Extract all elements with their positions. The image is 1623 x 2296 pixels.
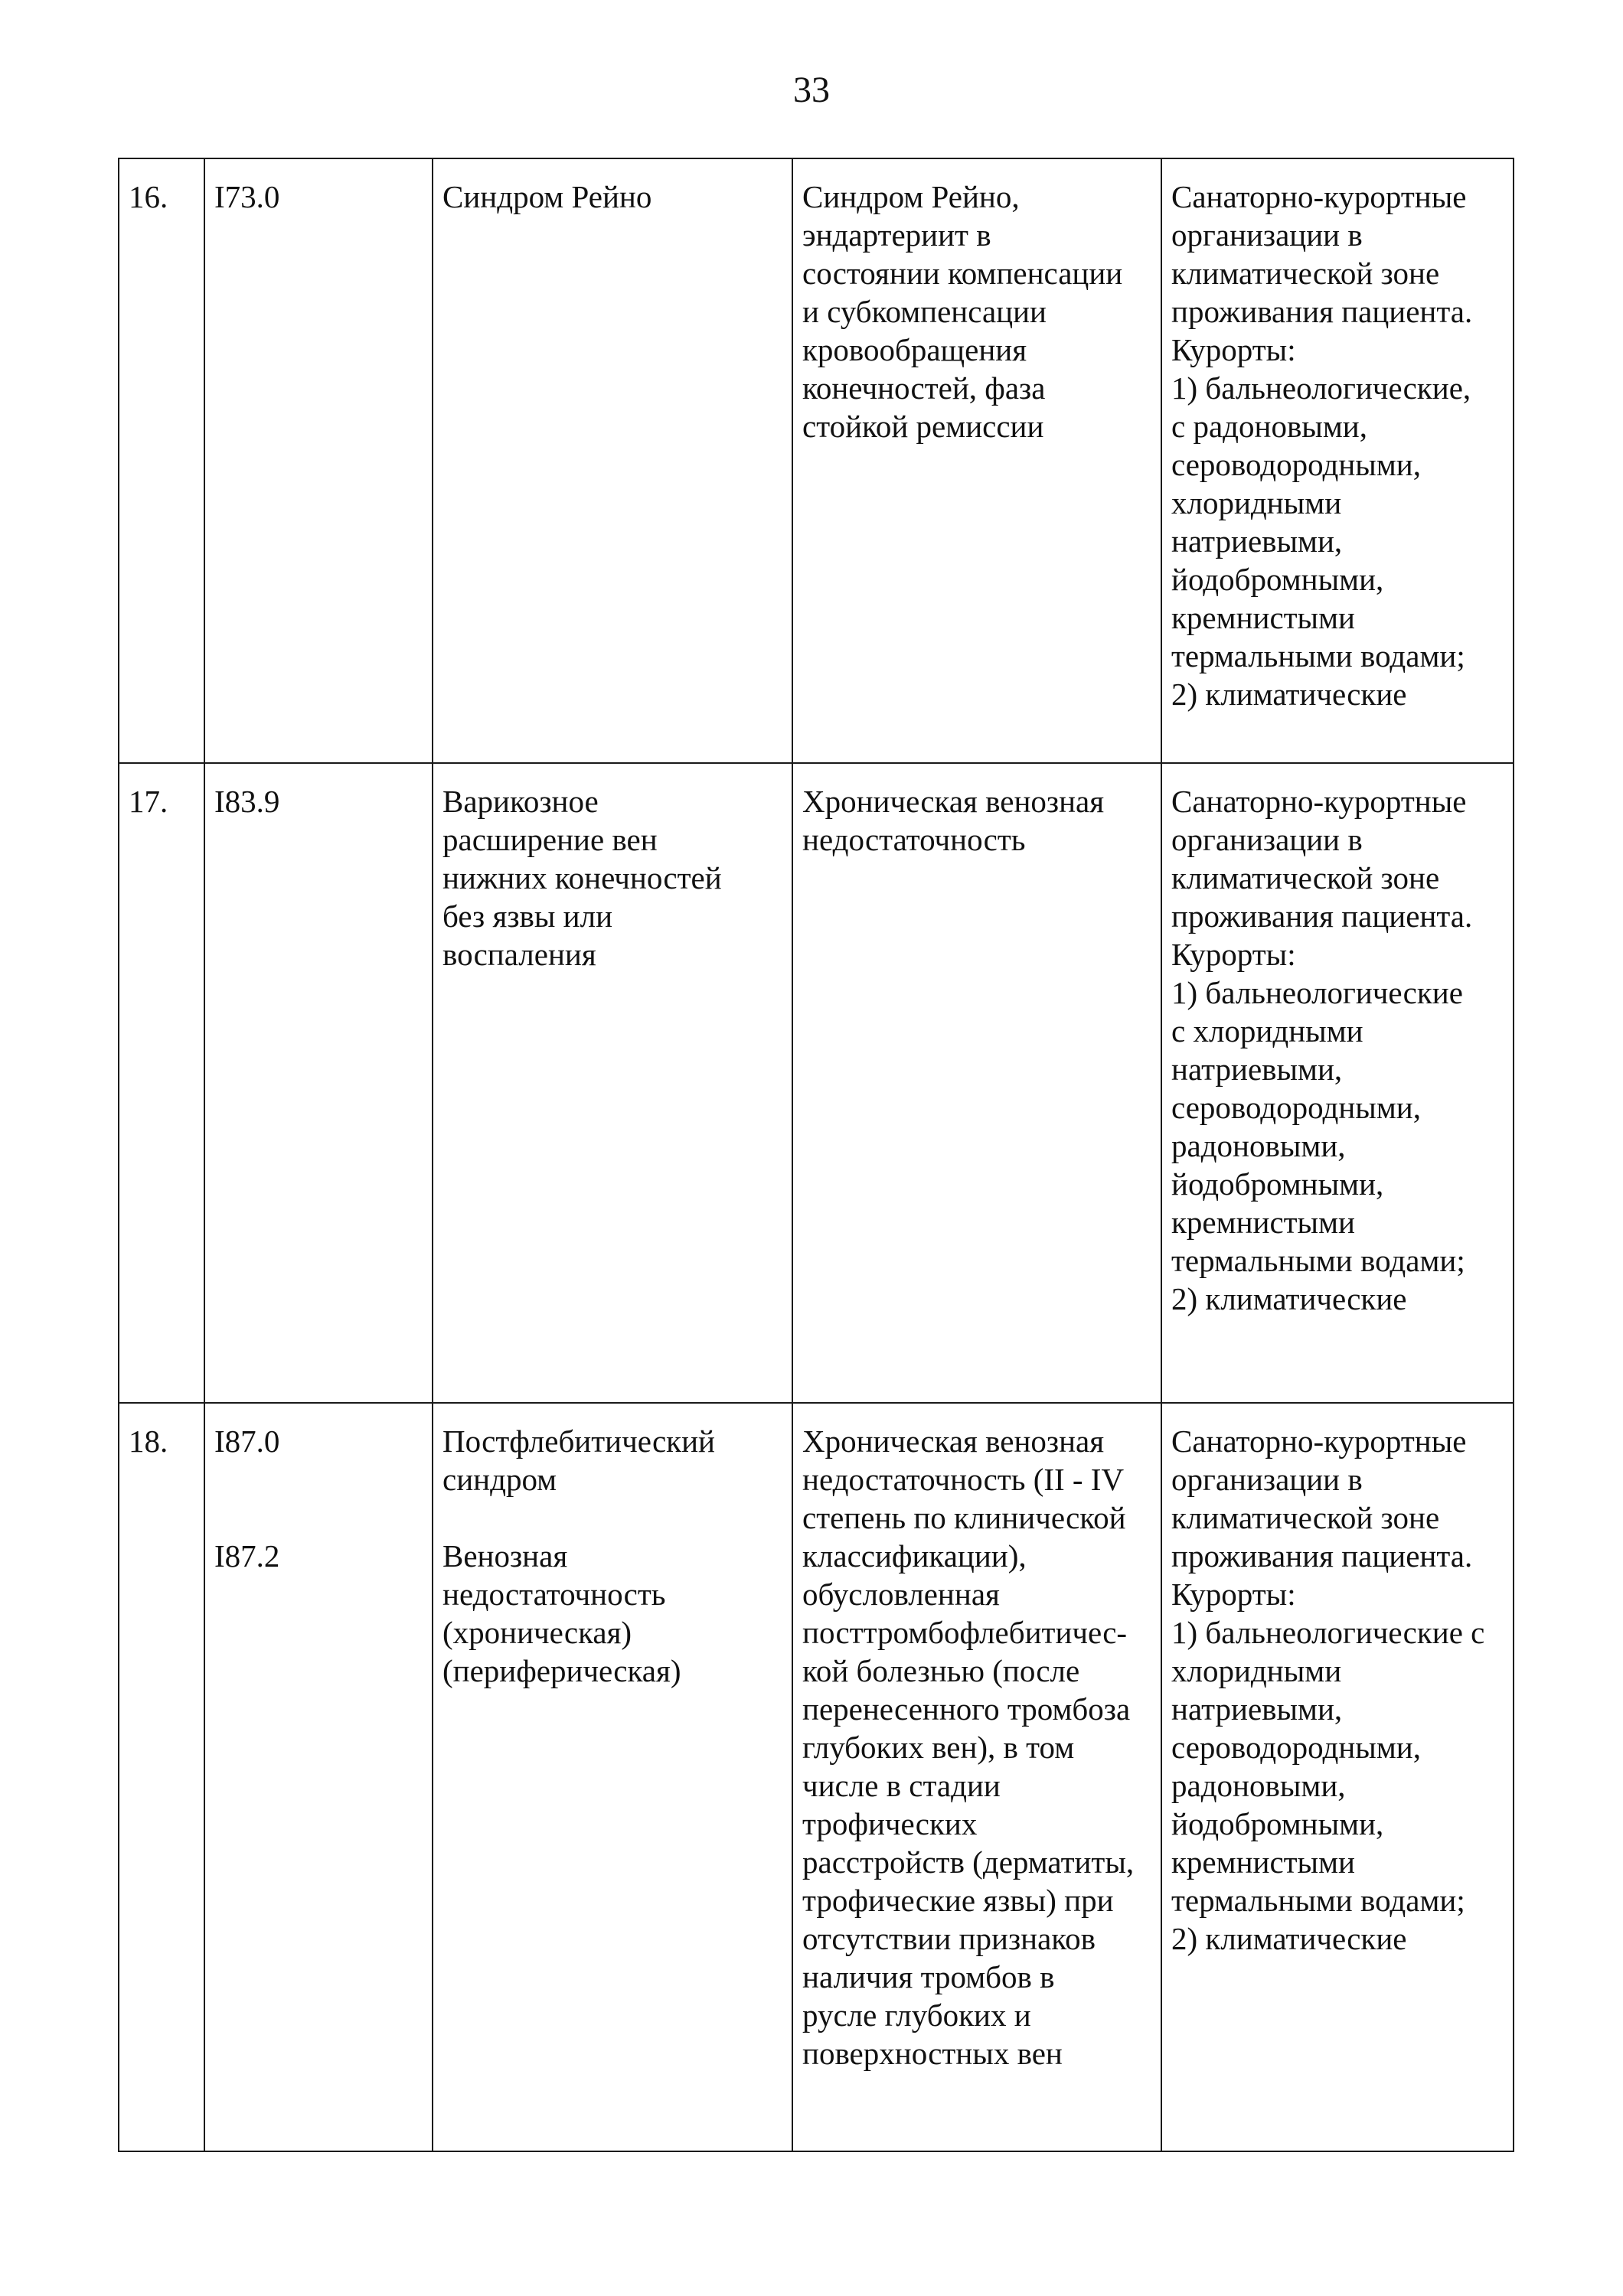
resorts-line: хлоридными	[1171, 1653, 1342, 1688]
condition-cell	[792, 1403, 1161, 2151]
condition-line: обусловленная	[802, 1577, 1000, 1612]
condition-line: недостаточность (II - IV	[802, 1462, 1125, 1497]
condition-line: Синдром Рейно,	[802, 179, 1020, 214]
condition-line: трофических	[802, 1806, 978, 1841]
icd-code: I83.9	[214, 784, 280, 819]
condition-line: степень по клинической	[802, 1500, 1126, 1535]
condition-line: отсутствии признаков	[802, 1921, 1096, 1956]
condition-line: состоянии компенсации	[802, 256, 1123, 291]
resorts-line: проживания пациента.	[1171, 294, 1473, 329]
row-number-cell	[119, 1403, 204, 2151]
resorts-line: организации в	[1171, 217, 1363, 253]
resorts-line: термальными водами;	[1171, 1243, 1465, 1278]
resorts-line: Курорты:	[1171, 332, 1296, 367]
line-spacer	[214, 1499, 423, 1537]
resorts-line: йодобромными,	[1171, 1806, 1384, 1841]
diagnosis-line: расширение вен	[442, 822, 658, 857]
diagnosis-cell	[433, 763, 792, 1403]
resorts-line: климатической зоне	[1171, 860, 1440, 895]
table-row	[119, 1403, 1514, 2151]
resorts-line: с хлоридными	[1171, 1013, 1363, 1049]
resorts-cell	[1161, 158, 1514, 763]
condition-line: недостаточность	[802, 822, 1026, 857]
resorts-line: натриевыми,	[1171, 523, 1343, 559]
resorts-line: натриевыми,	[1171, 1052, 1343, 1087]
icd-code-cell	[204, 158, 433, 763]
diagnosis-line: Венозная	[442, 1538, 568, 1574]
resorts-line: Курорты:	[1171, 937, 1296, 972]
diagnosis-line: недостаточность	[442, 1577, 666, 1612]
resorts-line: сероводородными,	[1171, 447, 1421, 482]
condition-line: конечностей, фаза	[802, 370, 1046, 406]
resorts-line: натриевыми,	[1171, 1691, 1343, 1727]
resorts-line: климатической зоне	[1171, 256, 1440, 291]
resorts-line: Курорты:	[1171, 1577, 1296, 1612]
diagnosis-line: синдром	[442, 1462, 557, 1497]
condition-line: Хроническая венозная	[802, 1424, 1105, 1459]
diagnosis-line: без язвы или	[442, 899, 613, 934]
resorts-line: Санаторно-курортные	[1171, 784, 1467, 819]
line-spacer	[214, 1460, 423, 1499]
condition-line: расстройств (дерматиты,	[802, 1844, 1135, 1880]
row-number: 18.	[129, 1424, 168, 1459]
diagnosis-line: Синдром Рейно	[442, 179, 652, 214]
condition-line: и субкомпенсации	[802, 294, 1047, 329]
line-spacer	[442, 1499, 782, 1537]
condition-line: классификации),	[802, 1538, 1027, 1574]
table-row	[119, 158, 1514, 763]
condition-line: кой болезнью (после	[802, 1653, 1080, 1688]
resorts-line: организации в	[1171, 1462, 1363, 1497]
condition-line: глубоких вен), в том	[802, 1730, 1075, 1765]
resorts-line: радоновыми,	[1171, 1128, 1346, 1163]
condition-line: перенесенного тромбоза	[802, 1691, 1131, 1727]
resorts-line: 1) бальнеологические с	[1171, 1615, 1485, 1650]
resorts-line: Санаторно-курортные	[1171, 179, 1467, 214]
condition-line: русле глубоких и	[802, 1998, 1031, 2033]
condition-line: Хроническая венозная	[802, 784, 1105, 819]
row-number-cell	[119, 158, 204, 763]
icd-code: I73.0	[214, 179, 280, 214]
resorts-line: организации в	[1171, 822, 1363, 857]
resorts-cell	[1161, 1403, 1514, 2151]
resorts-line: йодобромными,	[1171, 562, 1384, 597]
resorts-line: сероводородными,	[1171, 1090, 1421, 1125]
diagnosis-line: воспаления	[442, 937, 596, 972]
icd-code: I87.2	[214, 1538, 280, 1574]
condition-line: стойкой ремиссии	[802, 409, 1044, 444]
resorts-line: проживания пациента.	[1171, 1538, 1473, 1574]
icd-code: I87.0	[214, 1424, 280, 1459]
indications-table	[118, 158, 1514, 2152]
resorts-line: кремнистыми	[1171, 1844, 1355, 1880]
resorts-line: сероводородными,	[1171, 1730, 1421, 1765]
diagnosis-line: Постфлебитический	[442, 1424, 715, 1459]
condition-line: эндартериит в	[802, 217, 991, 253]
diagnosis-line: Варикозное	[442, 784, 599, 819]
resorts-line: 1) бальнеологические,	[1171, 370, 1471, 406]
condition-cell	[792, 158, 1161, 763]
resorts-cell	[1161, 763, 1514, 1403]
row-number-cell	[119, 763, 204, 1403]
condition-line: наличия тромбов в	[802, 1959, 1055, 1994]
diagnosis-cell	[433, 158, 792, 763]
diagnosis-line: (периферическая)	[442, 1653, 681, 1688]
condition-line: поверхностных вен	[802, 2036, 1063, 2071]
resorts-line: кремнистыми	[1171, 600, 1355, 635]
condition-line: числе в стадии	[802, 1768, 1001, 1803]
resorts-line: 2) климатические	[1171, 1281, 1407, 1316]
resorts-line: 2) климатические	[1171, 677, 1407, 712]
resorts-line: 1) бальнеологические	[1171, 975, 1463, 1010]
condition-cell	[792, 763, 1161, 1403]
resorts-line: проживания пациента.	[1171, 899, 1473, 934]
resorts-line: термальными водами;	[1171, 1883, 1465, 1918]
icd-code-cell	[204, 1403, 433, 2151]
resorts-line: 2) климатические	[1171, 1921, 1407, 1956]
resorts-line: с радоновыми,	[1171, 409, 1367, 444]
row-number: 17.	[129, 784, 168, 819]
resorts-line: йодобромными,	[1171, 1166, 1384, 1202]
resorts-line: климатической зоне	[1171, 1500, 1440, 1535]
condition-line: посттромбофлебитичес-	[802, 1615, 1128, 1650]
resorts-line: термальными водами;	[1171, 638, 1465, 673]
row-number: 16.	[129, 179, 168, 214]
resorts-line: радоновыми,	[1171, 1768, 1346, 1803]
condition-line: трофические язвы) при	[802, 1883, 1114, 1918]
table-row	[119, 763, 1514, 1403]
diagnosis-cell	[433, 1403, 792, 2151]
diagnosis-line: (хроническая)	[442, 1615, 632, 1650]
icd-code-cell	[204, 763, 433, 1403]
resorts-line: кремнистыми	[1171, 1205, 1355, 1240]
page-number: 33	[793, 70, 830, 110]
condition-line: кровообращения	[802, 332, 1027, 367]
resorts-line: хлоридными	[1171, 485, 1342, 520]
resorts-line: Санаторно-курортные	[1171, 1424, 1467, 1459]
diagnosis-line: нижних конечностей	[442, 860, 722, 895]
